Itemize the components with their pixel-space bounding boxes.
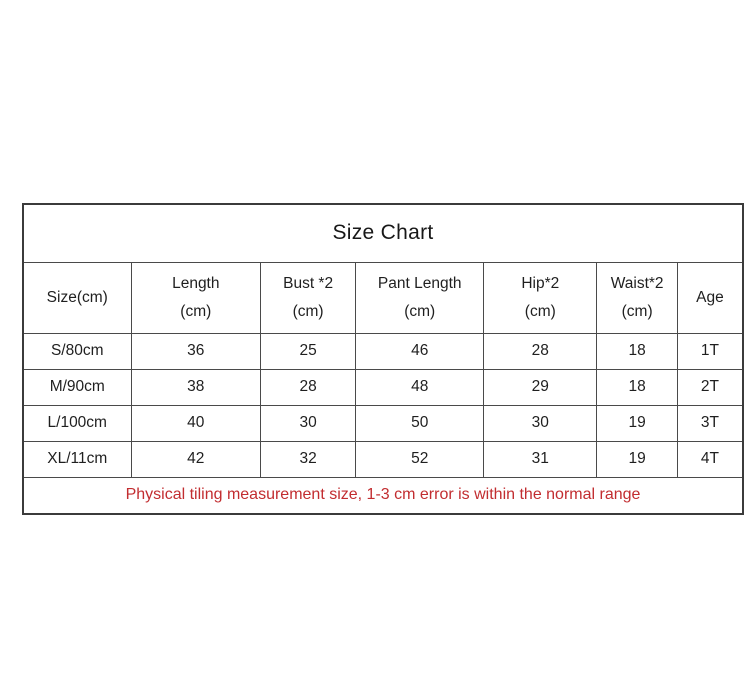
column-header-waist <box>597 262 678 333</box>
footnote: Physical tiling measurement size, 1-3 cm error is within the normal range <box>23 477 743 514</box>
column-header-pant-length <box>356 262 484 333</box>
hip-cell: 28 <box>484 333 597 369</box>
waist-cell: 19 <box>597 405 678 441</box>
column-header-length <box>131 262 261 333</box>
size-chart-table <box>22 203 744 515</box>
age-cell: 4T <box>677 441 743 477</box>
length-cell: 38 <box>131 369 261 405</box>
table-row-m <box>23 369 743 405</box>
size-cell: S/80cm <box>23 333 131 369</box>
footnote-row <box>23 477 743 514</box>
column-header-label: Pant Length <box>377 274 462 292</box>
length-cell: 40 <box>131 405 261 441</box>
bust-cell: 30 <box>261 405 356 441</box>
size-chart <box>22 203 744 515</box>
column-header-unit: (cm) <box>180 302 212 320</box>
title-row <box>23 204 743 262</box>
bust-cell: 25 <box>261 333 356 369</box>
waist-cell: 19 <box>597 441 678 477</box>
column-header-label: Waist*2 <box>610 274 664 292</box>
column-header-bust <box>261 262 356 333</box>
hip-cell: 30 <box>484 405 597 441</box>
table-row-xl <box>23 441 743 477</box>
column-header-unit: (cm) <box>524 302 556 320</box>
hip-cell: 31 <box>484 441 597 477</box>
pant-length-cell: 48 <box>356 369 484 405</box>
bust-cell: 32 <box>261 441 356 477</box>
hip-cell: 29 <box>484 369 597 405</box>
pant-length-cell: 46 <box>356 333 484 369</box>
table-row-l <box>23 405 743 441</box>
column-header-size: Size(cm) <box>23 262 131 333</box>
pant-length-cell: 52 <box>356 441 484 477</box>
column-header-age: Age <box>677 262 743 333</box>
column-header-label: Length <box>172 274 220 292</box>
age-cell: 2T <box>677 369 743 405</box>
waist-cell: 18 <box>597 369 678 405</box>
column-header-label: Bust *2 <box>283 274 334 292</box>
length-cell: 42 <box>131 441 261 477</box>
age-cell: 3T <box>677 405 743 441</box>
column-header-unit: (cm) <box>621 302 653 320</box>
header-row <box>23 262 743 333</box>
pant-length-cell: 50 <box>356 405 484 441</box>
waist-cell: 18 <box>597 333 678 369</box>
column-header-unit: (cm) <box>292 302 324 320</box>
column-header-unit: (cm) <box>404 302 436 320</box>
column-header-hip <box>484 262 597 333</box>
bust-cell: 28 <box>261 369 356 405</box>
age-cell: 1T <box>677 333 743 369</box>
table-row-s <box>23 333 743 369</box>
chart-title: Size Chart <box>23 204 743 262</box>
size-cell: L/100cm <box>23 405 131 441</box>
size-cell: M/90cm <box>23 369 131 405</box>
length-cell: 36 <box>131 333 261 369</box>
size-cell: XL/11cm <box>23 441 131 477</box>
column-header-label: Hip*2 <box>521 274 560 292</box>
